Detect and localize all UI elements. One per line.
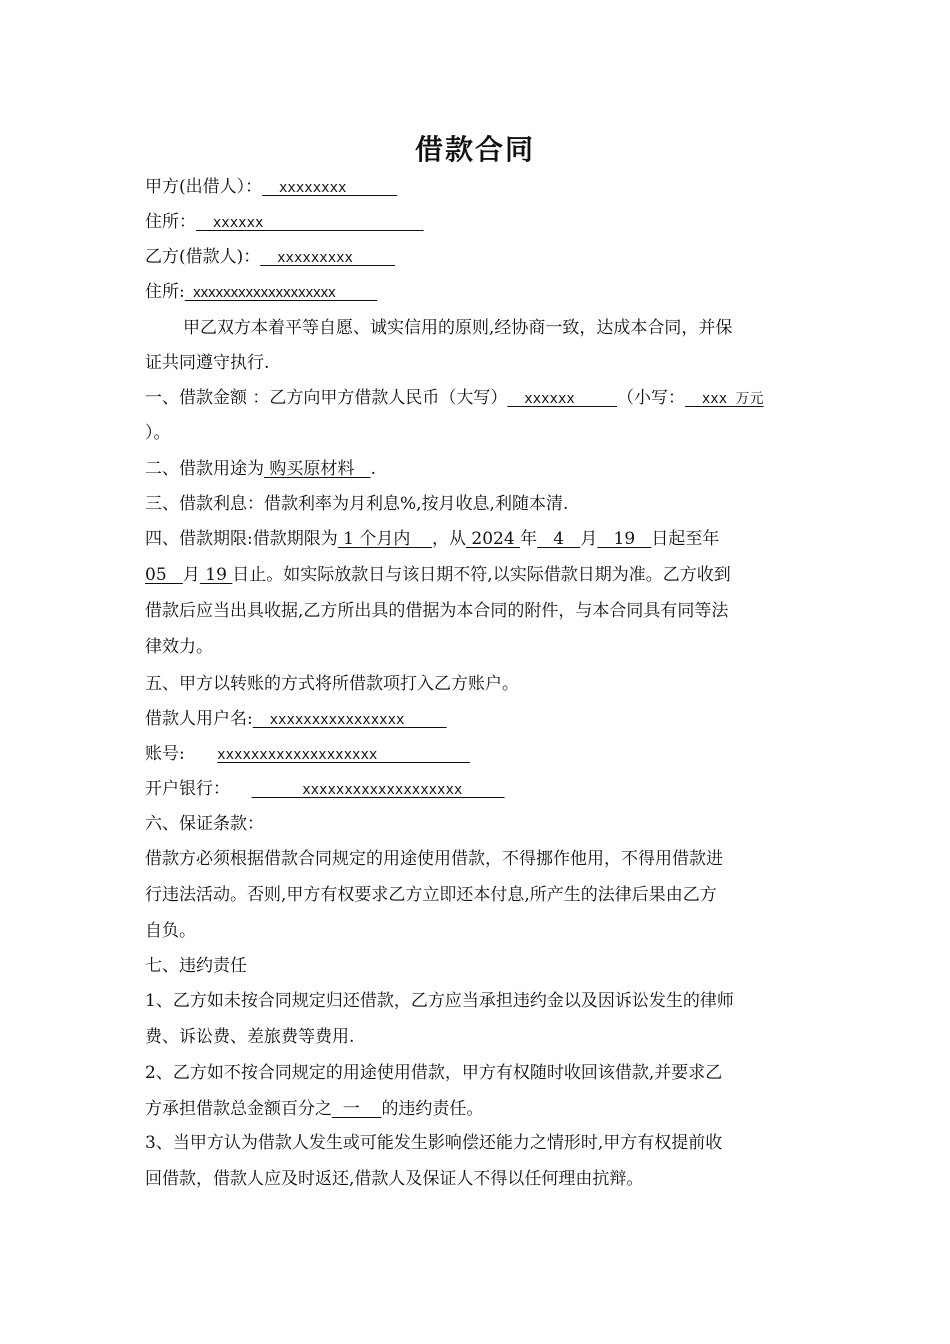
account-name-value: xxxxxxxxxxxxxxxx bbox=[252, 712, 447, 728]
address-b-label: 住所: bbox=[145, 282, 185, 302]
clause-6-line-1: 借款方必须根据借款合同规定的用途使用借款，不得挪作他用，不得用借款进 bbox=[145, 849, 723, 869]
clause-4-prefix: 四、借款期限:借款期限为 bbox=[145, 529, 338, 549]
party-a-line bbox=[145, 175, 397, 200]
intro-line-1: 甲乙双方本着平等自愿、诚实信用的原则,经协商一致，达成本合同，并保 bbox=[183, 318, 733, 338]
address-a-line bbox=[145, 210, 424, 235]
party-b-line bbox=[145, 245, 395, 270]
loan-amount-lowercase: xxx 万元 bbox=[684, 391, 764, 407]
start-day: 19 bbox=[597, 529, 652, 549]
loan-purpose: 购买原材料 bbox=[264, 459, 371, 479]
address-a-label: 住所： bbox=[145, 212, 196, 232]
clause-7-item-1-line-1: 1、乙方如未按合同规定归还借款，乙方应当承担违约金以及因诉讼发生的律师 bbox=[145, 991, 734, 1011]
clause-4-line-2-rest: 日止。如实际放款日与该日期不符,以实际借款日期为准。乙方收到 bbox=[232, 565, 731, 585]
clause-6-line-2: 行违法活动。否则,甲方有权要求乙方立即还本付息,所产生的法律后果由乙方 bbox=[145, 885, 717, 905]
account-number-label: 账号: bbox=[145, 744, 218, 764]
start-month: 4 bbox=[537, 529, 581, 549]
intro-line-2: 证共同遵守执行. bbox=[145, 353, 270, 373]
month-label: 月 bbox=[580, 529, 598, 549]
account-number-line bbox=[145, 742, 470, 767]
day-label: 日起至年 bbox=[651, 529, 720, 549]
address-a-value: xxxxxx bbox=[196, 215, 424, 231]
clause-7-heading: 七、违约责任 bbox=[145, 956, 247, 976]
end-day: 19 bbox=[199, 565, 233, 585]
account-name-line bbox=[145, 707, 447, 732]
clause-1-mid: （小写： bbox=[616, 388, 685, 408]
clause-5-line: 五、甲方以转账的方式将所借款项打入乙方账户。 bbox=[145, 674, 519, 694]
clause-4-line-2 bbox=[145, 563, 731, 587]
clause-2-line bbox=[145, 457, 376, 481]
clause-6-line-3: 自负。 bbox=[145, 921, 196, 941]
clause-7-item-3-line-2: 回借款，借款人应及时返还,借款人及保证人不得以任何理由抗辩。 bbox=[145, 1169, 644, 1189]
clause-7-item-1-line-2: 费、诉讼费、差旅费等费用. bbox=[145, 1027, 355, 1047]
clause-1-prefix: 一、借款金额 ：乙方向甲方借款人民币（大写） bbox=[145, 388, 508, 408]
loan-period: 1 个月内 bbox=[337, 529, 432, 549]
clause-7-item-2-suffix: 的违约责任。 bbox=[381, 1099, 484, 1119]
clause-4-line-3: 借款后应当出具收据,乙方所出具的借据为本合同的附件，与本合同具有同等法 bbox=[145, 601, 729, 621]
account-name-label: 借款人用户名: bbox=[145, 709, 253, 729]
party-b-value: xxxxxxxxx bbox=[260, 250, 396, 266]
document-title: 借款合同 bbox=[414, 133, 535, 166]
penalty-percent: 一 bbox=[332, 1099, 382, 1119]
clause-7-item-2-line-1: 2、乙方如不按合同规定的用途使用借款，甲方有权随时收回该借款,并要求乙 bbox=[145, 1063, 723, 1083]
clause-4-line-1 bbox=[145, 527, 719, 551]
bank-label: 开户银行： bbox=[145, 779, 252, 799]
party-b-label: 乙方(借款人)： bbox=[145, 247, 261, 267]
clause-2-prefix: 二、借款用途为 bbox=[145, 459, 264, 479]
loan-amount-uppercase: xxxxxx bbox=[507, 391, 617, 407]
clause-1-line-2: ）。 bbox=[145, 423, 171, 443]
start-year: 2024 bbox=[465, 529, 521, 549]
address-b-line bbox=[145, 280, 377, 305]
clause-7-item-2-line-2 bbox=[145, 1097, 483, 1121]
year-label: 年 bbox=[520, 529, 538, 549]
bank-line bbox=[145, 777, 505, 802]
clause-2-suffix: . bbox=[370, 459, 377, 479]
clause-4-from: ，从 bbox=[431, 529, 466, 549]
clause-6-heading: 六、保证条款： bbox=[145, 814, 264, 834]
clause-1-line bbox=[145, 386, 764, 411]
bank-value: xxxxxxxxxxxxxxxxxxx bbox=[251, 782, 505, 798]
party-a-label: 甲方(出借人）： bbox=[145, 177, 263, 197]
clause-4-line-4: 律效力。 bbox=[145, 637, 213, 657]
clause-7-item-3-line-1: 3、当甲方认为借款人发生或可能发生影响偿还能力之情形时,甲方有权提前收 bbox=[145, 1133, 723, 1153]
clause-3-line: 三、借款利息：借款利率为月利息%,按月收息,利随本清. bbox=[145, 494, 569, 514]
address-b-value: xxxxxxxxxxxxxxxxxxx bbox=[184, 284, 378, 301]
clause-7-item-2-prefix: 方承担借款总金额百分之 bbox=[145, 1099, 332, 1119]
end-month-label: 月 bbox=[182, 565, 200, 585]
party-a-value: xxxxxxxx bbox=[262, 180, 397, 196]
account-number-value: xxxxxxxxxxxxxxxxxxx bbox=[217, 747, 471, 763]
end-month: 05 bbox=[145, 565, 183, 585]
